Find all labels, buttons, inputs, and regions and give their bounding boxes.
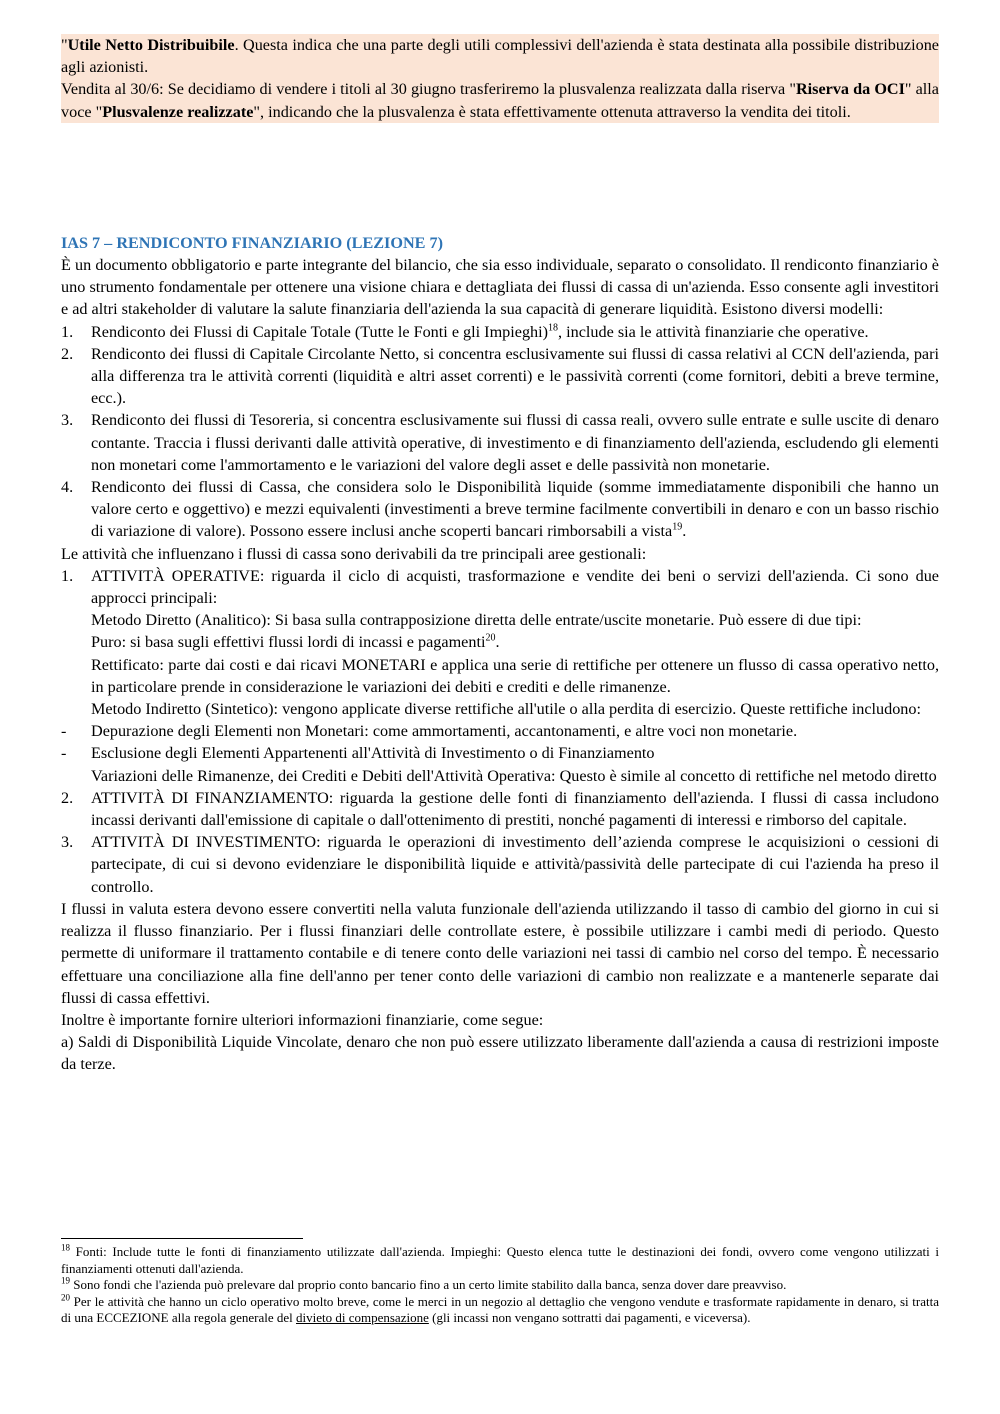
text-span: Fonti: Include tutte le fonti di finanziamento utilizzate dall'azienda. Impieghi: Questo elenca tutte le destinazioni dei fondi, ovvero come vengono utilizzati i finanziamenti ottenuti dall'azienda. xyxy=(61,1244,939,1276)
dash-item-1 xyxy=(61,720,939,742)
areas-intro: Le attività che influenzano i flussi di cassa sono derivabili da tre principali aree gestionali: xyxy=(61,544,647,563)
bold-term-riserva-oci: Riserva da OCI xyxy=(795,80,905,99)
text-span: Rendiconto dei flussi di Capitale Circolante Netto, si concentra esclusivamente sui flussi di cassa relativi al CCN dell'azienda, pari alla differenza tra le attività correnti (liquidità e altri asset correnti) e le passività correnti (come fornitori, debiti a breve termine, ecc.). xyxy=(91,344,939,408)
dash-mark: - xyxy=(61,744,67,763)
model-item-2 xyxy=(61,343,939,410)
footnote-ref-20[interactable]: 20 xyxy=(485,633,496,645)
text-span: . xyxy=(682,522,687,541)
text-span: , include sia le attività finanziarie che operative. xyxy=(558,322,869,341)
text-span: Per le attività che hanno un ciclo operativo molto breve, come le merci in un negozio al dettaglio che vengono vendute e trasformate rapidamente in denaro, si tratta di una ECCEZIONE alla regola generale del xyxy=(61,1293,939,1326)
adjusted-method: Rettificato: parte dai costi e dai ricavi MONETARI e applica una serie di rettifiche per ottenere un flusso di cassa operativo netto, in particolare prende in considerazione le variazioni dei debiti e crediti e delle rimanenze. xyxy=(91,655,939,696)
list-number: 3. xyxy=(61,411,74,430)
text-span: ATTIVITÀ DI INVESTIMENTO: riguarda le operazioni di investimento dell’azienda comprese le acquisizioni o cessioni di partecipate, di cui si devono evidenziare le disponibilità liquide e attività/passività delle partecipate di cui l'azienda ha preso il controllo. xyxy=(91,833,939,896)
footnote-ref-18[interactable]: 18 xyxy=(548,322,559,334)
dash-mark: - xyxy=(61,722,67,741)
text-span: . Questa indica che una parte degli utili complessivi dell'azienda è stata destinata alla possibile distribuzione agli azionisti. xyxy=(61,36,939,77)
main-content xyxy=(61,254,939,1076)
text-span: " alla voce " xyxy=(61,80,939,121)
footnote-number: 19 xyxy=(61,1275,70,1286)
text-span: Rendiconto dei flussi di Tesoreria, si concentra esclusivamente sui flussi di cassa reali, ovvero sulle entrate e sulle uscite di denaro contante. Traccia i flussi derivanti dalle attività operative, di investimento e di finanziamento dell'azienda, escludendo gli elementi non monetari come l'ammortamento e le variazioni del valore degli asset e delle passività non monetarie. xyxy=(91,411,939,474)
text-span: (gli incassi non vengano sottratti dai pagamenti, e viceversa). xyxy=(428,1310,751,1326)
text-span: ", indicando che la plusvalenza è stata effettivamente ottenuta attraverso la vendita dei titoli. xyxy=(253,102,851,121)
model-item-1 xyxy=(61,321,939,343)
footnote-separator xyxy=(61,1238,303,1239)
area-item-investing xyxy=(61,831,939,898)
bold-term-plusvalenze: Plusvalenze realizzate xyxy=(102,102,254,121)
list-number: 3. xyxy=(61,833,74,852)
list-number: 2. xyxy=(61,344,74,363)
variations-text: Variazioni delle Rimanenze, dei Crediti e Debiti dell'Attività Operativa: Questo è simile al concetto di rettifiche nel metodo diretto xyxy=(91,766,937,785)
foreign-currency-paragraph: I flussi in valuta estera devono essere convertiti nella valuta funzionale dell'azienda utilizzando il tasso di cambio del giorno in cui si realizza il flusso finanziario. Per i flussi finanziari delle controllate estere, è possibile utilizzare i cambi medi di periodo. Questo permette di uniformare il trattamento contabile e di tenere conto delle variazioni nei tassi di cambio nel corso del tempo. È necessario effettuare una conciliazione alla fine dell'anno per tener conto delle variazioni di cambio non realizzate e a mantenerle separate dai flussi di cassa effettivi. xyxy=(61,899,939,1007)
text-span: Rendiconto dei Flussi di Capitale Totale (Tutte le Fonti e gli Impieghi) xyxy=(91,322,549,341)
further-info-paragraph: Inoltre è importante fornire ulteriori informazioni finanziarie, come segue: xyxy=(61,1010,544,1029)
model-item-3 xyxy=(61,409,939,476)
text-span: Esclusione degli Elementi Appartenenti all'Attività di Investimento o di Finanziamento xyxy=(91,744,655,763)
text-span: Sono fondi che l'azienda può prelevare dal proprio conto bancario fino a un certo limite stabilito dalla banca, senza dover dare preavviso. xyxy=(70,1277,787,1293)
bold-term-utile-netto: Utile Netto Distribuibile xyxy=(67,36,235,54)
indirect-method: Metodo Indiretto (Sintetico): vengono applicate diverse rettifiche all'utile o alla perdita di esercizio. Queste rettifiche includono: xyxy=(91,700,921,719)
list-number: 2. xyxy=(61,788,74,807)
footnote-20 xyxy=(61,1294,939,1327)
footnote-ref-19[interactable]: 19 xyxy=(672,522,683,534)
section-heading: IAS 7 – RENDICONTO FINANZIARIO (LEZIONE 7) xyxy=(61,234,443,252)
area-item-financing xyxy=(61,787,939,831)
footnote-18 xyxy=(61,1244,939,1277)
footnotes xyxy=(61,1244,939,1327)
dash-item-2 xyxy=(61,742,939,764)
text-span: Vendita al 30/6: Se decidiamo di vendere i titoli al 30 giugno trasferiremo la plusvalenza realizzata dalla riserva " xyxy=(61,80,796,99)
footnote-number: 18 xyxy=(61,1242,70,1253)
text-span: Rendiconto dei flussi di Cassa, che considera solo le Disponibilità liquide (somme immediatamente disponibili che hanno un valore certo e oggettivo) e mezzi equivalenti (investimenti a breve termine facilmente convertibili in denaro e con un basso rischio di variazione di valore). Possono essere inclusi anche scoperti bancari rimborsabili a vista xyxy=(91,478,939,541)
list-number: 1. xyxy=(61,322,74,341)
highlight-paragraph-1: "Utile Netto Distribuibile. Questa indica che una parte degli utili complessivi dell'azienda è stata destinata alla possibile distribuzione agli azionisti. xyxy=(61,36,939,77)
footnote-number: 20 xyxy=(61,1292,70,1303)
text-span: . xyxy=(495,633,500,652)
pure-method xyxy=(61,631,939,653)
list-number: 4. xyxy=(61,478,74,497)
text-span: Depurazione degli Elementi non Monetari: come ammortamenti, accantonamenti, e altre voci non monetarie. xyxy=(91,722,798,741)
text-span: Puro: si basa sugli effettivi flussi lordi di incassi e pagamenti xyxy=(91,633,486,652)
divieto-compensazione-link[interactable]: divieto di compensazione xyxy=(296,1310,429,1326)
intro-paragraph: È un documento obbligatorio e parte integrante del bilancio, che sia esso individuale, separato o consolidato. Il rendiconto finanziario è uno strumento fondamentale per ottenere una visione chiara e dettagliata dei flussi di cassa di un'azienda. Esso consente agli investitori e ad altri stakeholder di valutare la salute finanziaria dell'azienda la sua capacità di generare liquidità. Esistono diversi modelli: xyxy=(61,256,939,319)
text-span: ATTIVITÀ DI FINANZIAMENTO: riguarda la gestione delle fonti di finanziamento dell'azienda. I flussi di cassa includono incassi derivanti dall'emissione di capitale o dall'ottenimento di prestiti, nonché pagamenti di interessi e rimborso del capitale. xyxy=(91,788,939,830)
area-item-operative xyxy=(61,565,939,609)
model-item-4 xyxy=(61,476,939,543)
footnote-19 xyxy=(61,1277,939,1294)
highlighted-box xyxy=(61,34,939,123)
highlight-paragraph-2 xyxy=(61,78,939,122)
item-a-paragraph: a) Saldi di Disponibilità Liquide Vincolate, denaro che non può essere utilizzato liberamente dall'azienda a causa di restrizioni imposte da terze. xyxy=(61,1033,939,1074)
list-number: 1. xyxy=(61,566,74,585)
direct-method: Metodo Diretto (Analitico): Si basa sulla contrapposizione diretta delle entrate/uscite monetarie. Può essere di due tipi: xyxy=(91,611,862,630)
text-span: ATTIVITÀ OPERATIVE: riguarda il ciclo di acquisti, trasformazione e vendite dei beni o servizi dell'azienda. Ci sono due approcci principali: xyxy=(91,566,939,608)
